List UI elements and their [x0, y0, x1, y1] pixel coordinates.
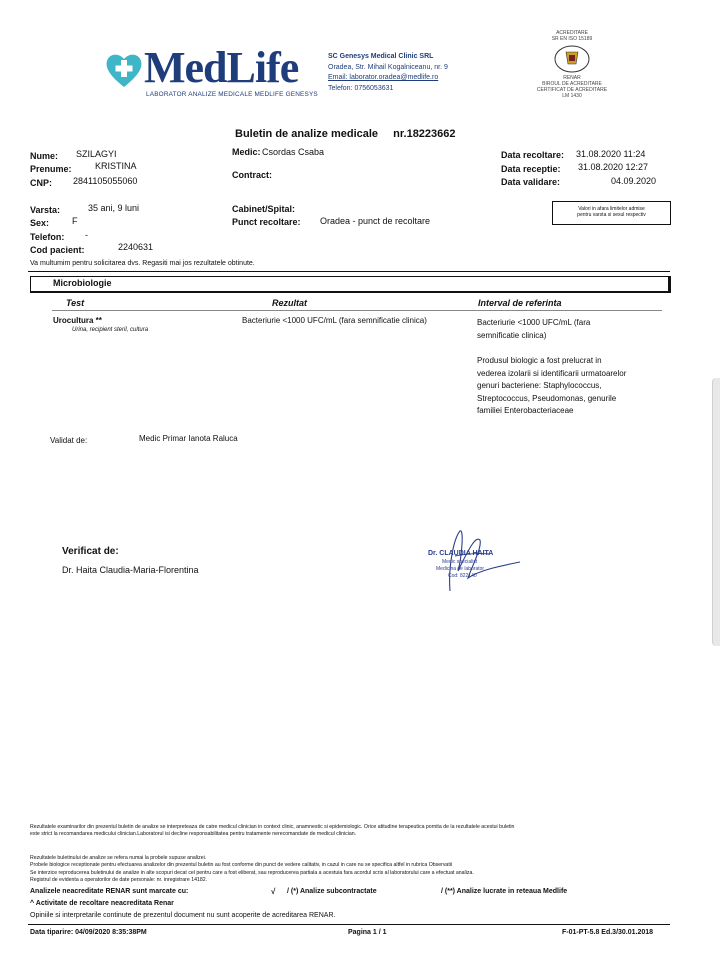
- name-label: Nume:: [30, 151, 59, 161]
- note-line1: Rezultatele buletinului de analize se refera numai la probele supuse analizei.: [30, 855, 207, 861]
- punct-label: Punct recoltare:: [232, 217, 301, 227]
- legend-box: [552, 201, 671, 225]
- document-title: [235, 128, 456, 140]
- renar-label: Analizele neacreditate RENAR sunt marcate cu:: [30, 888, 189, 895]
- patient-name: SZILAGYI: [76, 149, 117, 159]
- patient-phone: -: [85, 230, 88, 240]
- legend-line1: Valori in afara limitelor admise: [578, 206, 645, 212]
- medic-value: Csordas Csaba: [262, 147, 325, 157]
- patient-code: 2240631: [118, 242, 154, 252]
- logo-text: MedLife: [144, 43, 299, 92]
- validated-value: Medic Primar Ianota Raluca: [139, 434, 238, 443]
- header-underline: [52, 310, 662, 311]
- accreditation-line1: ACREDITARE: [556, 30, 588, 36]
- verified-label: Verificat de:: [62, 546, 119, 557]
- clinic-address: Oradea, Str. Mihail Kogalniceanu, nr. 9: [328, 63, 448, 71]
- accreditation-bottom3: LM 1430: [562, 93, 582, 99]
- print-date: Data tiparire: 04/09/2020 8:35:38PM: [30, 929, 147, 936]
- phone-label: Telefon:: [30, 232, 65, 242]
- note-line4: Registrul de evidenta a operatorilor de date personale: nr. inregistrare 14182.: [30, 876, 208, 883]
- cabinet-label: Cabinet/Spital:: [232, 204, 296, 214]
- accreditation-bottom1: BIROUL DE ACREDITARE: [542, 81, 602, 87]
- title-label: Buletin de analize medicale: [235, 128, 379, 140]
- stamp-line3: Medicina de laborator: [436, 566, 485, 572]
- bulletin-number: nr.18223662: [393, 128, 456, 140]
- test-name: Urocultura **: [53, 316, 102, 325]
- opinions-note: Opiniile si interpretarile continute de prezentul document nu sunt acoperite de acreditarea RENAR.: [30, 912, 336, 919]
- footer-divider: [28, 924, 670, 925]
- ref-note: Produsul biologic a fost prelucrat in vederea izolarii si identificarii urmatoarelor genuri bacteriene: Staphylococcus, Streptococcus, Pseudomonas, genurile familiei Enterobacteriaceae: [477, 356, 627, 415]
- clinic-name: SC Genesys Medical Clinic SRL: [328, 53, 434, 60]
- form-code: F-01-PT-5.8 Ed.3/30.01.2018: [562, 929, 654, 936]
- ref-line2: semnificatie clinica): [477, 331, 547, 340]
- section-title: Microbiologie: [53, 278, 112, 288]
- ref-line1: Bacteriurie <1000 UFC/mL (fara: [477, 318, 591, 327]
- date-recoltare: 31.08.2020 11:24: [576, 149, 646, 159]
- medic-label: Medic:: [232, 147, 261, 157]
- disclaimer-line1: Rezultatele examinarilor din prezentul buletin de analize se interpreteaza de catre medicul clinician in context clinic, anamnestic si epidemiologic. Orice atitudine terapeutica pornita de la rezultatele acestui buletin: [30, 824, 515, 830]
- col-header-interval: Interval de referinta: [478, 298, 562, 308]
- renar-mark: √: [271, 887, 276, 896]
- clinic-info: [328, 52, 448, 94]
- footer-notes: [30, 855, 474, 884]
- accreditation-line3: RENAR: [563, 75, 581, 81]
- clinic-email[interactable]: Email: laborator.oradea@medlife.ro: [328, 74, 439, 81]
- note-line3: Se interzice reproducerea buletinului de analize in alte scopuri decat cel pentru care a fost eliberat, sau reproducerea partiala a acestuia fara acordul scris al laboratorului care a efectuat analiza.: [30, 869, 474, 876]
- code-label: Cod pacient:: [30, 245, 85, 255]
- contract-label: Contract:: [232, 170, 272, 180]
- patient-cnp: 2841105055060: [73, 176, 138, 186]
- network-note: / (**) Analize lucrate in reteaua Medlife: [441, 888, 568, 895]
- accreditation-line2: SR EN ISO 15189: [551, 36, 593, 42]
- stamp-line4: Cod: 822140: [448, 573, 477, 579]
- age-label: Varsta:: [30, 205, 61, 215]
- cnp-label: CNP:: [30, 178, 52, 188]
- col-header-test: Test: [66, 298, 85, 308]
- verified-value: Dr. Haita Claudia-Maria-Florentina: [62, 565, 199, 575]
- logo: [104, 43, 318, 106]
- sex-label: Sex:: [30, 218, 50, 228]
- disclaimer-line2: este strict la recomandarea medicului clinician.Laboratorul isi decline responsabilitatea pentru tratamente nerecomandate de medicul clinician.: [30, 831, 357, 837]
- activity-note: ^ Activitate de recoltare neacreditata Renar: [30, 900, 174, 907]
- patient-sex: F: [72, 216, 78, 226]
- date-receptie-label: Data receptie:: [501, 164, 561, 174]
- subcontract-note: / (*) Analize subcontractate: [287, 888, 377, 895]
- medlife-heart-icon: [104, 50, 144, 90]
- firstname-label: Prenume:: [30, 164, 72, 174]
- test-detail: Urina, recipient steril, cultura: [72, 327, 149, 333]
- page-number: Pagina 1 / 1: [348, 929, 387, 936]
- stamp-line1: Dr. CLAUDIA HAITA: [428, 550, 494, 557]
- date-receptie: 31.08.2020 12:27: [578, 162, 649, 172]
- punct-value: Oradea - punct de recoltare: [320, 216, 431, 226]
- scroll-edge[interactable]: [712, 378, 720, 646]
- section-header: [30, 276, 671, 293]
- renar-seal-icon: [552, 44, 592, 74]
- date-validare: 04.09.2020: [611, 176, 657, 186]
- divider: [28, 271, 670, 272]
- test-result: Bacteriurie <1000 UFC/mL (fara semnificatie clinica): [242, 316, 427, 325]
- patient-firstname: KRISTINA: [95, 161, 137, 171]
- clinic-phone: Telefon: 0756053631: [328, 84, 394, 92]
- accreditation-bottom2: CERTIFICAT DE ACREDITARE: [536, 87, 608, 93]
- thanks-text: Va multumim pentru solicitarea dvs. Regasiti mai jos rezultatele obtinute.: [30, 260, 255, 267]
- accreditation-mark: [532, 30, 612, 120]
- footer-disclaimer: [30, 824, 514, 838]
- date-validare-label: Data validare:: [501, 177, 561, 187]
- doctor-stamp: [420, 526, 530, 596]
- logo-subtitle: LABORATOR ANALIZE MEDICALE MEDLIFE GENESYS: [146, 91, 318, 98]
- date-recoltare-label: Data recoltare:: [501, 150, 565, 160]
- stamp-line2: Medic specialist: [442, 559, 478, 565]
- legend-line2: pentru varsta si sexul respectiv: [577, 212, 646, 218]
- validated-label: Validat de:: [50, 436, 88, 445]
- note-line2: Probele biologice receptionate pentru efectuarea analizelor din prezentul buletin au fost conforme din punct de vedere calitativ, in cazul in care nu se specifica altfel in rubrica Observatii: [30, 862, 453, 869]
- col-header-result: Rezultat: [272, 298, 308, 308]
- patient-age: 35 ani, 9 luni: [88, 203, 140, 213]
